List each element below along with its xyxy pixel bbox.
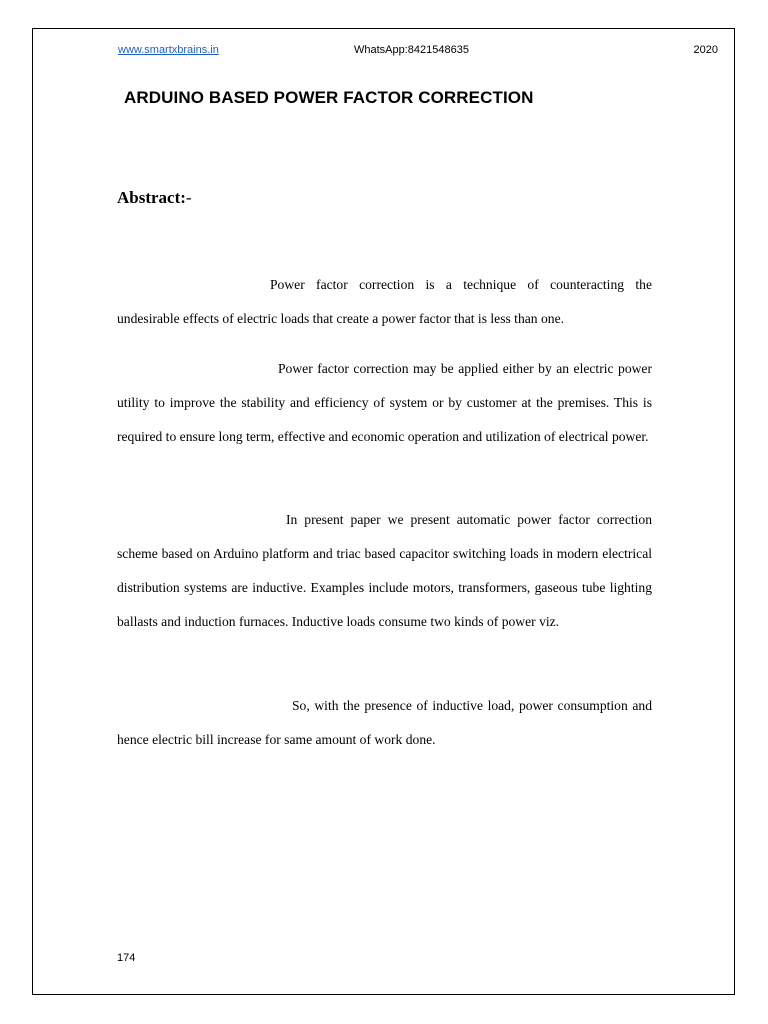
abstract-heading-label: Abstract: <box>117 188 186 207</box>
abstract-paragraph-4: So, with the presence of inductive load, power consumption and hence electric bill increase for same amount of work done. <box>117 698 652 747</box>
abstract-paragraph-2: Power factor correction may be applied either by an electric power utility to improve the stability and efficiency of system or by customer at the premises. This is required to ensure long term, effective and economic operation and utilization of electrical power. <box>117 361 652 444</box>
abstract-paragraph-1: Power factor correction is a technique of counteracting the undesirable effects of electric loads that create a power factor that is less than one. <box>117 277 652 326</box>
abstract-heading <box>117 188 192 208</box>
abstract-paragraph-3: In present paper we present automatic power factor correction scheme based on Arduino platform and triac based capacitor switching loads in modern electrical distribution systems are inductive. Examples include motors, transformers, gaseous tube lighting ballasts and induction furnaces. Inductive loads consume two kinds of power viz. <box>117 512 652 629</box>
website-link[interactable]: www.smartxbrains.in <box>118 44 219 56</box>
page-number: 174 <box>117 952 136 964</box>
header-year: 2020 <box>693 44 718 56</box>
whatsapp-contact: WhatsApp:8421548635 <box>354 44 469 56</box>
abstract-heading-suffix: - <box>185 188 192 207</box>
page-header <box>118 44 718 60</box>
document-title: ARDUINO BASED POWER FACTOR CORRECTION <box>124 88 534 107</box>
